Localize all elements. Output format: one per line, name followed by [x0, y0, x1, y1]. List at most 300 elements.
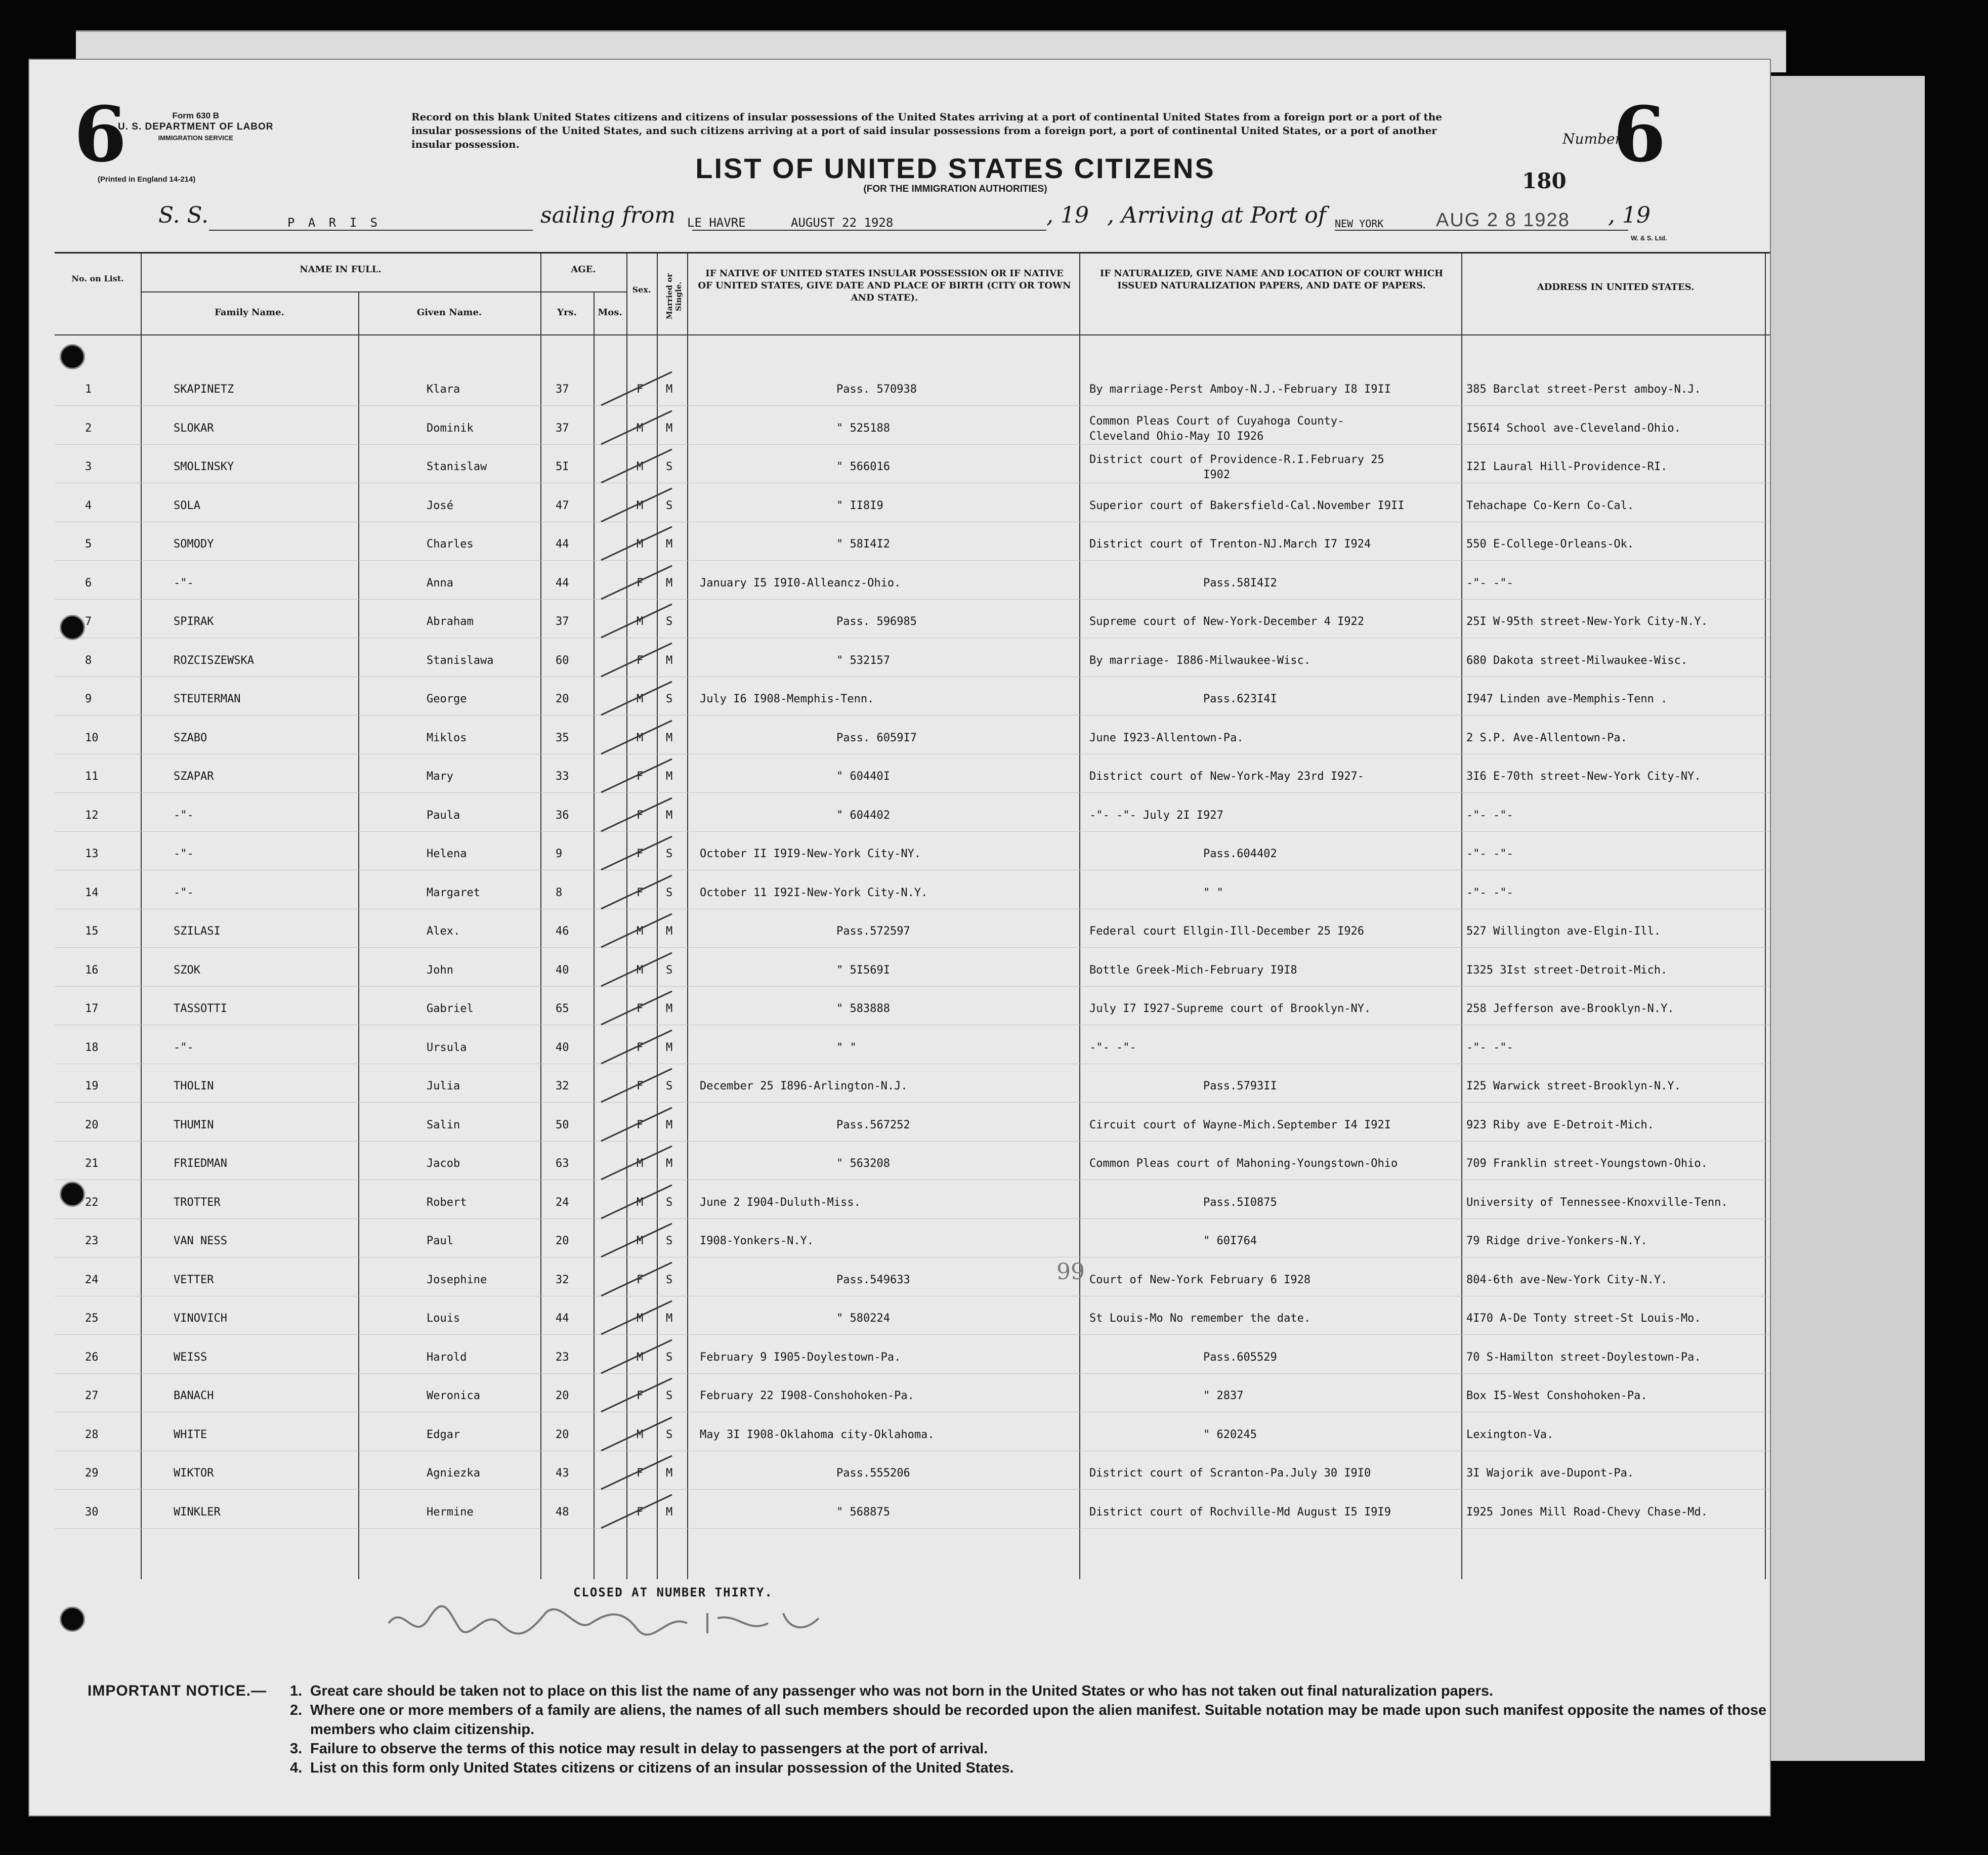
cell-no: 13 — [85, 848, 99, 860]
cell-family-name: VETTER — [174, 1273, 214, 1286]
cell-native-birth: " 568875 — [836, 1505, 890, 1519]
punch-hole — [60, 1607, 85, 1632]
table-row — [55, 409, 1770, 447]
cell-married-single: S — [666, 1080, 673, 1092]
arriving-label: , Arriving at Port of — [1107, 202, 1326, 228]
table-row — [55, 1493, 1770, 1531]
cell-given-name: Harold — [427, 1351, 467, 1364]
table-row — [55, 525, 1770, 563]
cell-address: -"- -"- — [1466, 848, 1513, 860]
cell-naturalization: Superior court of Bakersfield-Cal.November I9II — [1089, 499, 1405, 512]
cell-sex: M — [637, 1351, 644, 1364]
cell-no: 22 — [85, 1196, 99, 1209]
sheet-number-right: 6 — [1613, 90, 1666, 179]
row-rule — [55, 1179, 1770, 1180]
cell-naturalization: " 2837 — [1203, 1389, 1244, 1402]
cell-sex: M — [637, 963, 644, 977]
cell-address: Lexington-Va. — [1466, 1428, 1554, 1441]
inspector-check-mark — [596, 680, 677, 718]
cell-address: 4I70 A-De Tonty street-St Louis-Mo. — [1466, 1312, 1701, 1325]
cell-family-name: WHITE — [174, 1428, 207, 1441]
ss-label: S. S. — [158, 202, 209, 228]
cell-age-years: 20 — [556, 693, 569, 705]
cell-address: 680 Dakota street-Milwaukee-Wisc. — [1466, 654, 1688, 667]
cell-no: 8 — [85, 654, 92, 667]
col-header-family-name: Family Name. — [215, 307, 284, 318]
cell-family-name: -"- — [174, 886, 194, 899]
cell-family-name: SPIRAK — [174, 615, 214, 628]
cell-native-birth: January I5 I9I0-Alleancz-Ohio. — [700, 576, 901, 589]
inspector-check-mark — [596, 1221, 677, 1260]
cell-married-single: S — [666, 1428, 673, 1441]
cell-address: 3I Wajorik ave-Dupont-Pa. — [1466, 1467, 1634, 1480]
inspector-check-mark — [596, 1376, 677, 1415]
cell-no: 18 — [85, 1041, 99, 1054]
cell-age-years: 8 — [556, 886, 563, 899]
cell-given-name: Anna — [427, 576, 453, 589]
cell-sex: F — [637, 1041, 644, 1054]
cell-age-years: 20 — [556, 1389, 569, 1402]
cell-address: I25 Warwick street-Brooklyn-N.Y. — [1466, 1080, 1681, 1092]
cell-given-name: Robert — [427, 1196, 467, 1209]
cell-no: 19 — [85, 1080, 99, 1092]
table-row — [55, 1106, 1770, 1144]
year-label-1: , 19 — [1046, 202, 1089, 228]
inspector-check-mark — [596, 834, 677, 873]
cell-sex: F — [637, 654, 644, 667]
cell-age-years: 37 — [556, 615, 569, 628]
row-rule — [55, 599, 1770, 600]
cell-native-birth: " 60440I — [836, 770, 890, 783]
inspector-check-mark — [596, 486, 677, 525]
cell-age-years: 20 — [556, 1235, 569, 1247]
inspector-check-mark — [596, 951, 677, 989]
cell-married-single: S — [666, 693, 673, 705]
cell-no: 16 — [85, 963, 99, 977]
table-row — [55, 873, 1770, 912]
cell-sex: F — [637, 576, 644, 589]
cell-given-name: Jacob — [427, 1157, 460, 1170]
inspector-check-mark — [596, 525, 677, 563]
table-row — [55, 680, 1770, 718]
cell-no: 15 — [85, 925, 99, 938]
table-row — [55, 641, 1770, 680]
cell-given-name: Julia — [427, 1080, 460, 1092]
cell-married-single: M — [666, 1467, 673, 1480]
cell-naturalization: July I7 I927-Supreme court of Brooklyn-NY. — [1089, 1002, 1371, 1015]
cell-no: 25 — [85, 1312, 99, 1325]
cell-married-single: M — [666, 1312, 673, 1325]
inspector-check-mark — [596, 1183, 677, 1221]
cell-sex: M — [637, 1312, 644, 1325]
cell-married-single: S — [666, 1273, 673, 1286]
cell-married-single: M — [666, 731, 673, 744]
cell-given-name: Agniezka — [427, 1467, 480, 1480]
cell-sex: M — [637, 925, 644, 938]
cell-sex: M — [637, 460, 644, 473]
inspector-check-mark — [596, 641, 677, 680]
cell-family-name: SZABO — [174, 731, 207, 744]
row-rule — [55, 1102, 1770, 1103]
cell-address: 923 Riby ave E-Detroit-Mich. — [1466, 1118, 1654, 1131]
record-instructions: Record on this blank United States citizens and citizens of insular possessions of the United States arriving at a port of continental United States from a foreign port or a port of the insular possessions of the United States, and such citizens arriving at a port of said insular possessions from a foreign port, a port of continental United States, or a port of another insular possession. — [411, 111, 1443, 150]
cell-address: 385 Barclat street-Perst amboy-N.J. — [1466, 383, 1701, 396]
cell-native-birth: " 5I569I — [836, 963, 890, 977]
inspector-check-mark — [596, 1454, 677, 1492]
cell-no: 11 — [85, 770, 99, 783]
cell-sex: F — [637, 770, 644, 783]
table-row — [55, 719, 1770, 757]
cell-married-single: M — [666, 1041, 673, 1054]
cell-native-birth: February 22 I908-Conshohoken-Pa. — [700, 1389, 914, 1402]
cell-address: -"- -"- — [1466, 886, 1513, 899]
cell-given-name: Ursula — [427, 1041, 467, 1054]
table-row — [55, 1415, 1770, 1454]
cell-native-birth: Pass. 570938 — [836, 383, 917, 396]
cell-native-birth: " 566016 — [836, 460, 890, 473]
cell-age-years: 44 — [556, 538, 569, 551]
cell-native-birth: " II8I9 — [836, 499, 883, 512]
cell-no: 1 — [85, 383, 92, 396]
cell-naturalization: -"- -"- — [1089, 1041, 1136, 1054]
cell-married-single: S — [666, 615, 673, 628]
col-header-naturalized: IF NATURALIZED, GIVE NAME AND LOCATION OF COURT WHICH ISSUED NATURALIZATION PAPERS, AND DATE OF PAPERS. — [1099, 268, 1444, 291]
table-row — [55, 1376, 1770, 1415]
cell-address: 70 S-Hamilton street-Doylestown-Pa. — [1466, 1351, 1701, 1364]
cell-family-name: BANACH — [174, 1389, 214, 1402]
cell-address: I925 Jones Mill Road-Chevy Chase-Md. — [1466, 1505, 1708, 1519]
table-row — [55, 951, 1770, 989]
notice-item-1-num: 1. — [290, 1683, 303, 1699]
inspector-check-mark — [596, 409, 677, 447]
cell-no: 17 — [85, 1002, 99, 1015]
cell-address: 25I W-95th street-New-York City-N.Y. — [1466, 615, 1708, 628]
cell-married-single: M — [666, 654, 673, 667]
inspector-check-mark — [596, 564, 677, 602]
inspector-check-mark — [596, 1493, 677, 1531]
cell-given-name: Weronica — [427, 1389, 480, 1402]
row-rule — [55, 831, 1770, 832]
cell-no: 3 — [85, 460, 92, 473]
cell-family-name: SOMODY — [174, 538, 214, 551]
page-title: LIST OF UNITED STATES CITIZENS — [695, 152, 1215, 184]
col-header-married-single: Married or Single. — [665, 273, 683, 320]
cell-naturalization: District court of New-York-May 23rd I927- — [1089, 770, 1365, 783]
cell-family-name: TROTTER — [174, 1196, 221, 1209]
ship-name: P A R I S — [287, 216, 381, 230]
cell-naturalization: Pass.605529 — [1203, 1351, 1277, 1364]
cell-given-name: Helena — [427, 848, 467, 860]
cell-age-years: 35 — [556, 731, 569, 744]
cell-no: 6 — [85, 576, 92, 589]
cell-sex: F — [637, 383, 644, 396]
cell-no: 26 — [85, 1351, 99, 1364]
cell-married-single: S — [666, 886, 673, 899]
cell-given-name: Margaret — [427, 886, 480, 899]
cell-age-years: 23 — [556, 1351, 569, 1364]
cell-native-birth: " 58I4I2 — [836, 538, 890, 551]
cell-age-years: 47 — [556, 499, 569, 512]
cell-married-single: S — [666, 1196, 673, 1209]
list-number: 180 — [1522, 168, 1567, 193]
cell-married-single: S — [666, 963, 673, 977]
closed-at-number: CLOSED AT NUMBER THIRTY. — [573, 1585, 773, 1599]
col-header-no: No. on List. — [71, 274, 124, 283]
department-name: U. S. DEPARTMENT OF LABOR — [118, 121, 274, 132]
cell-naturalization: Common Pleas Court of Cuyahoga County- Cleveland Ohio-May IO I926 — [1089, 414, 1344, 443]
ship-underline — [209, 230, 533, 231]
cell-sex: F — [637, 1080, 644, 1092]
notice-item-1: Great care should be taken not to place on this list the name of any passenger who was not born in the United States or who has not taken out final naturalization papers. — [310, 1683, 1494, 1699]
cell-naturalization: Pass.5793II — [1203, 1080, 1277, 1092]
cell-sex: M — [637, 1235, 644, 1247]
cell-sex: M — [637, 538, 644, 551]
inspector-check-mark — [596, 447, 677, 486]
port-from: LE HAVRE — [687, 216, 746, 230]
passenger-table — [55, 252, 1770, 1579]
cell-sex: F — [637, 886, 644, 899]
cell-naturalization: By marriage- I886-Milwaukee-Wisc. — [1089, 654, 1311, 667]
form-header-block — [118, 110, 274, 144]
cell-age-years: 33 — [556, 770, 569, 783]
row-rule — [55, 1334, 1770, 1335]
cell-married-single: S — [666, 1235, 673, 1247]
cell-address: 709 Franklin street-Youngstown-Ohio. — [1466, 1157, 1708, 1170]
cell-family-name: -"- — [174, 848, 194, 860]
cell-naturalization: Federal court Ellgin-Ill-December 25 I926 — [1089, 925, 1365, 938]
cell-married-single: S — [666, 1389, 673, 1402]
row-rule — [55, 1373, 1770, 1374]
cell-sex: M — [637, 499, 644, 512]
table-row — [55, 370, 1770, 408]
table-row — [55, 989, 1770, 1028]
cell-naturalization: District court of Rochville-Md August I5 I9I9 — [1089, 1505, 1391, 1519]
cell-sex: F — [637, 1505, 644, 1519]
cell-native-birth: December 25 I896-Arlington-N.J. — [700, 1080, 908, 1092]
cell-family-name: -"- — [174, 809, 194, 822]
cell-given-name: Hermine — [427, 1505, 474, 1519]
cell-given-name: Louis — [427, 1312, 460, 1325]
cell-age-years: 50 — [556, 1118, 569, 1131]
cell-address: 527 Willington ave-Elgin-Ill. — [1466, 925, 1661, 938]
cell-family-name: WEISS — [174, 1351, 207, 1364]
cell-native-birth: Pass.549633 — [836, 1273, 910, 1286]
cell-address: I947 Linden ave-Memphis-Tenn . — [1466, 693, 1668, 705]
cell-married-single: S — [666, 460, 673, 473]
cell-address: 2 S.P. Ave-Allentown-Pa. — [1466, 731, 1627, 744]
notice-item-3-num: 3. — [290, 1741, 303, 1757]
cell-no: 30 — [85, 1505, 99, 1519]
cell-family-name: WINKLER — [174, 1505, 221, 1519]
cell-married-single: M — [666, 383, 673, 396]
cell-native-birth: " " — [836, 1041, 857, 1054]
cell-age-years: 40 — [556, 963, 569, 977]
table-row — [55, 1221, 1770, 1260]
cell-no: 4 — [85, 499, 92, 512]
cell-family-name: VINOVICH — [174, 1312, 227, 1325]
cell-family-name: THOLIN — [174, 1080, 214, 1092]
cell-family-name: SOLA — [174, 499, 200, 512]
cell-address: 550 E-College-Orleans-Ok. — [1466, 538, 1634, 551]
col-header-sex: Sex. — [632, 285, 651, 294]
cell-family-name: -"- — [174, 1041, 194, 1054]
cell-given-name: John — [427, 963, 453, 977]
cell-native-birth: Pass. 6059I7 — [836, 731, 917, 744]
underlying-sheet-right — [1761, 76, 1925, 1761]
col-header-name-full: NAME IN FULL. — [300, 264, 382, 275]
punch-hole — [60, 344, 85, 369]
subheader-rule — [141, 291, 626, 292]
cell-sex: F — [637, 1118, 644, 1131]
cell-age-years: 44 — [556, 1312, 569, 1325]
cell-no: 23 — [85, 1235, 99, 1247]
table-row — [55, 1454, 1770, 1492]
row-rule — [55, 792, 1770, 793]
cell-sex: F — [637, 1467, 644, 1480]
cell-family-name: SZOK — [174, 963, 200, 977]
cell-native-birth: " 525188 — [836, 421, 890, 435]
cell-married-single: M — [666, 1002, 673, 1015]
punch-hole — [60, 615, 85, 640]
cell-married-single: M — [666, 809, 673, 822]
inspector-check-mark — [596, 1028, 677, 1067]
table-row — [55, 1260, 1770, 1299]
cell-given-name: Edgar — [427, 1428, 460, 1441]
cell-married-single: M — [666, 1157, 673, 1170]
inspector-check-mark — [596, 796, 677, 834]
cell-no: 28 — [85, 1428, 99, 1441]
cell-married-single: M — [666, 576, 673, 589]
table-row — [55, 912, 1770, 950]
table-row — [55, 564, 1770, 602]
port-to: NEW YORK — [1335, 218, 1384, 230]
service-name: IMMIGRATION SERVICE — [158, 134, 233, 142]
table-row — [55, 1183, 1770, 1221]
cell-age-years: 9 — [556, 848, 563, 860]
cell-native-birth: " 583888 — [836, 1002, 890, 1015]
cell-age-years: 43 — [556, 1467, 569, 1480]
cell-given-name: George — [427, 693, 467, 705]
cell-address: -"- -"- — [1466, 1041, 1513, 1054]
cell-no: 21 — [85, 1157, 99, 1170]
cell-naturalization: Supreme court of New-York-December 4 I922 — [1089, 615, 1365, 628]
inspector-check-mark — [596, 370, 677, 408]
cell-native-birth: July I6 I908-Memphis-Tenn. — [700, 693, 874, 705]
col-header-yrs: Yrs. — [557, 307, 577, 318]
cell-sex: M — [637, 731, 644, 744]
cell-married-single: S — [666, 1351, 673, 1364]
cell-family-name: SMOLINSKY — [174, 460, 234, 473]
cell-given-name: Gabriel — [427, 1002, 474, 1015]
cell-married-single: M — [666, 1118, 673, 1131]
cell-age-years: 44 — [556, 576, 569, 589]
cell-native-birth: May 3I I908-Oklahoma city-Oklahoma. — [700, 1428, 935, 1441]
row-rule — [55, 405, 1770, 406]
sheet-number-left: 6 — [74, 90, 127, 179]
cell-native-birth: October II I9I9-New-York City-NY. — [700, 848, 921, 860]
cell-native-birth: Pass.567252 — [836, 1118, 910, 1131]
inspector-check-mark — [596, 1415, 677, 1454]
cell-naturalization: By marriage-Perst Amboy-N.J.-February I8 I9II — [1089, 383, 1391, 396]
cell-native-birth: " 532157 — [836, 654, 890, 667]
inspector-check-mark — [596, 1067, 677, 1105]
notice-lead: IMPORTANT NOTICE.— — [88, 1682, 267, 1699]
row-rule — [55, 986, 1770, 987]
arrival-date-stamp: AUG 2 8 1928 — [1436, 209, 1570, 231]
cell-age-years: 32 — [556, 1080, 569, 1092]
cell-naturalization: " " — [1203, 886, 1223, 899]
table-row — [55, 486, 1770, 525]
cell-sex: M — [637, 693, 644, 705]
cell-sex: M — [637, 1196, 644, 1209]
cell-no: 9 — [85, 693, 92, 705]
inspector-check-mark — [596, 989, 677, 1028]
cell-native-birth: February 9 I905-Doylestown-Pa. — [700, 1351, 901, 1364]
cell-given-name: Dominik — [427, 421, 474, 435]
row-rule — [55, 560, 1770, 561]
punch-hole — [60, 1182, 85, 1207]
col-header-address: ADDRESS IN UNITED STATES. — [1537, 282, 1695, 292]
cell-no: 12 — [85, 809, 99, 822]
cell-sex: F — [637, 1002, 644, 1015]
manifest-page — [29, 60, 1770, 1816]
cell-family-name: WIKTOR — [174, 1467, 214, 1480]
cell-sex: M — [637, 1428, 644, 1441]
cell-sex: M — [637, 1157, 644, 1170]
cell-native-birth: Pass.572597 — [836, 925, 910, 938]
cell-given-name: Abraham — [427, 615, 474, 628]
cell-given-name: Salin — [427, 1118, 460, 1131]
cell-age-years: 24 — [556, 1196, 569, 1209]
col-header-age: AGE. — [571, 264, 596, 275]
inspector-check-mark — [596, 719, 677, 757]
cell-age-years: 65 — [556, 1002, 569, 1015]
cell-given-name: Mary — [427, 770, 453, 783]
cell-family-name: SKAPINETZ — [174, 383, 234, 396]
cell-address: I325 3Ist street-Detroit-Mich. — [1466, 963, 1668, 977]
table-row — [55, 834, 1770, 873]
cell-given-name: Paula — [427, 809, 460, 822]
cell-sex: F — [637, 1273, 644, 1286]
row-rule — [55, 1218, 1770, 1219]
sailing-label: sailing from — [540, 202, 676, 228]
col-header-native: IF NATIVE OF UNITED STATES INSULAR POSSESSION OR IF NATIVE OF UNITED STATES, GIVE DATE AND PLACE OF BIRTH (CITY OR TOWN AND STATE). — [698, 268, 1071, 303]
cell-naturalization: Pass.623I4I — [1203, 693, 1277, 705]
cell-address: Box I5-West Conshohoken-Pa. — [1466, 1389, 1647, 1402]
cell-native-birth: " 563208 — [836, 1157, 890, 1170]
cell-native-birth: June 2 I904-Duluth-Miss. — [700, 1196, 861, 1209]
cell-married-single: M — [666, 770, 673, 783]
cell-naturalization: St Louis-Mo No remember the date. — [1089, 1312, 1311, 1325]
cell-age-years: 48 — [556, 1505, 569, 1519]
cell-family-name: SLOKAR — [174, 421, 214, 435]
table-row — [55, 757, 1770, 795]
cell-no: 29 — [85, 1467, 99, 1480]
notice-item-3: Failure to observe the terms of this notice may result in delay to passengers at the port of arrival. — [310, 1741, 988, 1757]
cell-age-years: 32 — [556, 1273, 569, 1286]
cell-age-years: 37 — [556, 421, 569, 435]
cell-naturalization: Circuit court of Wayne-Mich.September I4 I92I — [1089, 1118, 1391, 1131]
notice-item-2: Where one or more members of a family are aliens, the names of all such members should be recorded upon the alien manifest. Suitable notation may be made upon such manifest opposite the names of those members who claim citizenship. — [310, 1702, 1767, 1738]
notice-item-2-num: 2. — [290, 1702, 303, 1718]
row-rule — [55, 1489, 1770, 1490]
cell-naturalization: " 60I764 — [1203, 1235, 1257, 1247]
cell-married-single: M — [666, 925, 673, 938]
cell-native-birth: I908-Yonkers-N.Y. — [700, 1235, 814, 1247]
cell-given-name: Miklos — [427, 731, 467, 744]
cell-address: I56I4 School ave-Cleveland-Ohio. — [1466, 421, 1681, 435]
cell-naturalization: District court of Providence-R.I.February 25 I902 — [1089, 453, 1384, 481]
